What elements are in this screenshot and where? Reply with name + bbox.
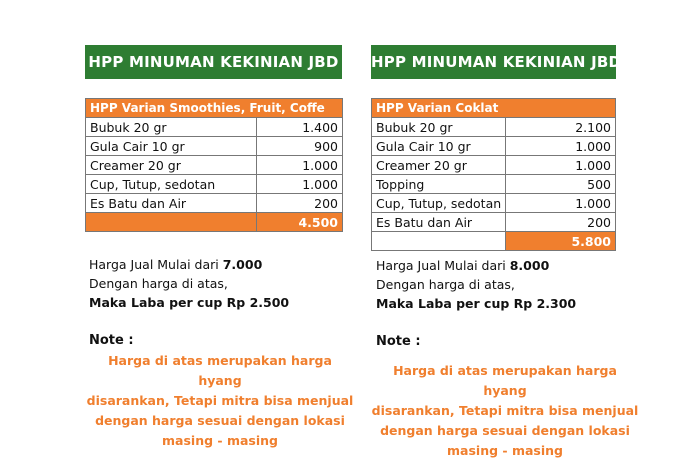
table-row (372, 194, 616, 213)
item-label: Creamer 20 gr (372, 156, 506, 175)
left-note-title: Note : (89, 333, 134, 348)
table-row (86, 137, 343, 156)
note-line: dengan harga sesuai dengan lokasi (95, 413, 345, 428)
note-line: disarankan, Tetapi mitra bisa menjual (86, 393, 354, 408)
price-line (89, 255, 289, 274)
total-label-cell (372, 232, 506, 251)
total-label-cell (86, 213, 257, 232)
price-line (376, 256, 576, 275)
item-value: 1.000 (257, 175, 343, 194)
item-label: Gula Cair 10 gr (86, 137, 257, 156)
price-prefix: Harga Jual Mulai dari (376, 258, 510, 273)
left-banner: HPP MINUMAN KEKINIAN JBD (85, 45, 342, 79)
price-prefix: Harga Jual Mulai dari (89, 257, 223, 272)
table-row (372, 156, 616, 175)
item-label: Es Batu dan Air (372, 213, 506, 232)
item-value: 1.000 (506, 137, 616, 156)
total-value: 4.500 (257, 213, 343, 232)
item-value: 200 (506, 213, 616, 232)
item-value: 200 (257, 194, 343, 213)
right-note-title: Note : (376, 334, 421, 349)
table-row (86, 156, 343, 175)
profit-line: Maka Laba per cup Rp 2.300 (376, 296, 577, 311)
price-value: 7.000 (222, 257, 263, 272)
note-line: dengan harga sesuai dengan lokasi (380, 423, 630, 438)
item-value: 1.000 (506, 156, 616, 175)
table-row (372, 137, 616, 156)
item-value: 1.000 (257, 156, 343, 175)
note-line: Harga di atas merupakan harga hyang (393, 363, 617, 398)
note-line: masing - masing (162, 433, 278, 448)
table-row (86, 118, 343, 137)
left-table-title: HPP Varian Smoothies, Fruit, Coffe (86, 99, 343, 118)
total-value: 5.800 (506, 232, 616, 251)
note-line: masing - masing (447, 443, 563, 458)
table-row (372, 175, 616, 194)
table-row (86, 194, 343, 213)
item-label: Es Batu dan Air (86, 194, 257, 213)
item-label: Bubuk 20 gr (372, 118, 506, 137)
right-banner: HPP MINUMAN KEKINIAN JBD (371, 45, 616, 79)
item-value: 900 (257, 137, 343, 156)
condition-line: Dengan harga di atas, (89, 276, 228, 291)
item-label: Topping (372, 175, 506, 194)
right-table-title: HPP Varian Coklat (372, 99, 616, 118)
item-label: Creamer 20 gr (86, 156, 257, 175)
left-note-text (85, 351, 355, 451)
left-info (89, 255, 289, 312)
profit-line: Maka Laba per cup Rp 2.500 (89, 295, 290, 310)
item-value: 1.000 (506, 194, 616, 213)
table-total-row (372, 232, 616, 251)
table-total-row (86, 213, 343, 232)
right-hpp-table (371, 98, 616, 251)
item-value: 2.100 (506, 118, 616, 137)
item-value: 1.400 (257, 118, 343, 137)
note-line: Harga di atas merupakan harga hyang (108, 353, 332, 388)
table-header-row (86, 99, 343, 118)
left-hpp-table (85, 98, 343, 232)
table-row (372, 118, 616, 137)
item-label: Gula Cair 10 gr (372, 137, 506, 156)
right-info (376, 256, 576, 313)
price-value: 8.000 (509, 258, 550, 273)
right-note-text (370, 361, 640, 461)
item-value: 500 (506, 175, 616, 194)
table-row (86, 175, 343, 194)
item-label: Cup, Tutup, sedotan (372, 194, 506, 213)
item-label: Bubuk 20 gr (86, 118, 257, 137)
table-row (372, 213, 616, 232)
table-header-row (372, 99, 616, 118)
item-label: Cup, Tutup, sedotan (86, 175, 257, 194)
note-line: disarankan, Tetapi mitra bisa menjual (371, 403, 639, 418)
condition-line: Dengan harga di atas, (376, 277, 515, 292)
